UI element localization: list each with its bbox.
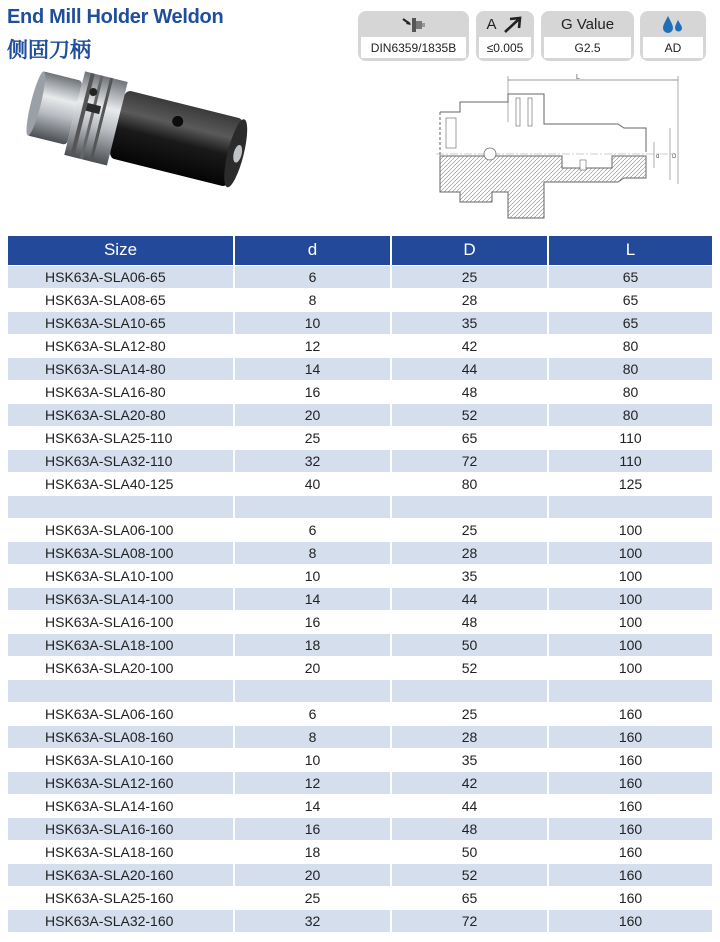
cell-d: 20 (234, 403, 391, 426)
table-row (8, 656, 712, 679)
cell-L: 100 (548, 587, 712, 610)
cell-size: HSK63A-SLA08-100 (8, 541, 234, 564)
cell-d: 6 (234, 702, 391, 725)
cell-D: 52 (391, 863, 548, 886)
cell-D: 35 (391, 564, 548, 587)
table-row (8, 702, 712, 725)
cell-size: HSK63A-SLA14-80 (8, 357, 234, 380)
cell-L: 110 (548, 449, 712, 472)
cell-L: 160 (548, 840, 712, 863)
cell-D: 48 (391, 610, 548, 633)
table-row (8, 840, 712, 863)
cell-d: 14 (234, 587, 391, 610)
cell-d: 14 (234, 794, 391, 817)
cell-D: 35 (391, 311, 548, 334)
cell-d: 14 (234, 357, 391, 380)
cell-d: 16 (234, 380, 391, 403)
cell-D: 44 (391, 587, 548, 610)
cell-d: 10 (234, 311, 391, 334)
cell-L: 160 (548, 817, 712, 840)
cell-D: 52 (391, 656, 548, 679)
spec-runout-label: A (486, 16, 497, 33)
cell-size: HSK63A-SLA06-100 (8, 518, 234, 541)
table-row (8, 380, 712, 403)
cell-L: 80 (548, 334, 712, 357)
spec-balance-value: G2.5 (544, 37, 631, 58)
cell-d: 18 (234, 633, 391, 656)
cell-L: 80 (548, 357, 712, 380)
table-row (8, 909, 712, 932)
cell-size: HSK63A-SLA20-100 (8, 656, 234, 679)
table-row (8, 817, 712, 840)
cell-size: HSK63A-SLA20-160 (8, 863, 234, 886)
cell-D: 48 (391, 817, 548, 840)
table-row (8, 794, 712, 817)
cell-d: 25 (234, 886, 391, 909)
cell-L: 100 (548, 656, 712, 679)
runout-arrow-icon (502, 16, 524, 34)
product-photo (22, 68, 252, 213)
cell-L: 160 (548, 771, 712, 794)
cell-size: HSK63A-SLA10-65 (8, 311, 234, 334)
cell-d: 6 (234, 518, 391, 541)
table-row (8, 472, 712, 495)
cell-D: 65 (391, 886, 548, 909)
cell-d (234, 495, 391, 518)
cell-size (8, 495, 234, 518)
cell-L: 80 (548, 403, 712, 426)
size-table (8, 236, 712, 932)
cell-L (548, 495, 712, 518)
table-row (8, 587, 712, 610)
cell-size: HSK63A-SLA16-80 (8, 380, 234, 403)
cell-size: HSK63A-SLA12-80 (8, 334, 234, 357)
table-row (8, 633, 712, 656)
table-row (8, 748, 712, 771)
spec-balance-label: G Value (560, 16, 615, 33)
cell-L: 160 (548, 725, 712, 748)
cell-D: 44 (391, 357, 548, 380)
table-row (8, 449, 712, 472)
cell-L: 100 (548, 564, 712, 587)
cell-size: HSK63A-SLA10-160 (8, 748, 234, 771)
taper-shank-icon (401, 15, 427, 35)
table-row (8, 403, 712, 426)
cell-D: 25 (391, 518, 548, 541)
cell-size: HSK63A-SLA32-110 (8, 449, 234, 472)
cell-size: HSK63A-SLA10-100 (8, 564, 234, 587)
cell-d: 10 (234, 748, 391, 771)
table-row (8, 564, 712, 587)
coolant-drops-icon (660, 14, 686, 36)
cell-size: HSK63A-SLA18-100 (8, 633, 234, 656)
cell-d: 25 (234, 426, 391, 449)
cell-D: 25 (391, 265, 548, 288)
table-header-row (8, 236, 712, 265)
cell-d: 32 (234, 909, 391, 932)
cell-L: 125 (548, 472, 712, 495)
cell-size: HSK63A-SLA14-100 (8, 587, 234, 610)
table-row (8, 357, 712, 380)
cell-size: HSK63A-SLA18-160 (8, 840, 234, 863)
cell-D: 50 (391, 840, 548, 863)
cell-size: HSK63A-SLA16-160 (8, 817, 234, 840)
dim-label-D: D (672, 154, 677, 160)
cell-D: 42 (391, 771, 548, 794)
cell-D: 65 (391, 426, 548, 449)
cell-L: 65 (548, 265, 712, 288)
table-row (8, 288, 712, 311)
cell-size: HSK63A-SLA40-125 (8, 472, 234, 495)
spec-standard-value: DIN6359/1835B (361, 37, 466, 58)
cell-size: HSK63A-SLA20-80 (8, 403, 234, 426)
table-row (8, 311, 712, 334)
cell-d: 8 (234, 725, 391, 748)
cell-D: 44 (391, 794, 548, 817)
cell-size: HSK63A-SLA25-110 (8, 426, 234, 449)
cell-L: 160 (548, 702, 712, 725)
cell-L: 80 (548, 380, 712, 403)
cell-d: 20 (234, 863, 391, 886)
cell-d: 18 (234, 840, 391, 863)
cell-size: HSK63A-SLA08-160 (8, 725, 234, 748)
spec-runout (476, 11, 534, 61)
header-D: D (391, 236, 548, 265)
dim-label-L: L (576, 74, 580, 81)
cell-d: 6 (234, 265, 391, 288)
header-size: Size (8, 236, 234, 265)
cell-D (391, 679, 548, 702)
cell-size: HSK63A-SLA25-160 (8, 886, 234, 909)
cell-D: 42 (391, 334, 548, 357)
cell-d: 12 (234, 771, 391, 794)
table-row (8, 518, 712, 541)
cell-L: 65 (548, 311, 712, 334)
page-title: End Mill Holder Weldon (7, 6, 224, 28)
cell-D: 80 (391, 472, 548, 495)
cell-size: HSK63A-SLA14-160 (8, 794, 234, 817)
cell-size: HSK63A-SLA12-160 (8, 771, 234, 794)
table-row (8, 541, 712, 564)
cell-D: 72 (391, 449, 548, 472)
cell-L: 100 (548, 541, 712, 564)
table-row (8, 863, 712, 886)
cell-L: 160 (548, 748, 712, 771)
cell-d (234, 679, 391, 702)
cell-d: 16 (234, 610, 391, 633)
table-row (8, 725, 712, 748)
cell-D: 52 (391, 403, 548, 426)
cell-D (391, 495, 548, 518)
cell-D: 28 (391, 725, 548, 748)
cell-size: HSK63A-SLA06-65 (8, 265, 234, 288)
dim-label-d: d (656, 154, 660, 160)
table-row (8, 334, 712, 357)
cell-D: 25 (391, 702, 548, 725)
cell-D: 48 (391, 380, 548, 403)
cell-L: 100 (548, 518, 712, 541)
cell-d: 8 (234, 541, 391, 564)
spec-standard (358, 11, 469, 61)
cell-D: 28 (391, 541, 548, 564)
table-row (8, 771, 712, 794)
cell-size: HSK63A-SLA06-160 (8, 702, 234, 725)
cell-L: 100 (548, 610, 712, 633)
cell-L: 160 (548, 794, 712, 817)
cell-d: 40 (234, 472, 391, 495)
cell-D: 28 (391, 288, 548, 311)
cell-size: HSK63A-SLA32-160 (8, 909, 234, 932)
technical-drawing (432, 72, 682, 232)
cell-d: 8 (234, 288, 391, 311)
cell-D: 50 (391, 633, 548, 656)
table-row (8, 426, 712, 449)
cell-L (548, 679, 712, 702)
page-title-chinese: 侧固刀柄 (7, 38, 91, 62)
cell-L: 160 (548, 909, 712, 932)
cell-d: 16 (234, 817, 391, 840)
cell-L: 100 (548, 633, 712, 656)
spec-runout-value: ≤0.005 (479, 37, 531, 58)
table-row (8, 886, 712, 909)
table-row (8, 495, 712, 518)
cell-size: HSK63A-SLA08-65 (8, 288, 234, 311)
header-d: d (234, 236, 391, 265)
cell-d: 12 (234, 334, 391, 357)
spec-coolant (640, 11, 706, 61)
table-row (8, 265, 712, 288)
spec-coolant-value: AD (643, 37, 703, 58)
table-row (8, 610, 712, 633)
cell-d: 32 (234, 449, 391, 472)
cell-L: 65 (548, 288, 712, 311)
cell-d: 10 (234, 564, 391, 587)
cell-L: 160 (548, 886, 712, 909)
cell-size: HSK63A-SLA16-100 (8, 610, 234, 633)
cell-d: 20 (234, 656, 391, 679)
cell-L: 160 (548, 863, 712, 886)
cell-size (8, 679, 234, 702)
spec-balance (541, 11, 634, 61)
header-L: L (548, 236, 712, 265)
cell-L: 110 (548, 426, 712, 449)
cell-D: 72 (391, 909, 548, 932)
cell-D: 35 (391, 748, 548, 771)
table-row (8, 679, 712, 702)
